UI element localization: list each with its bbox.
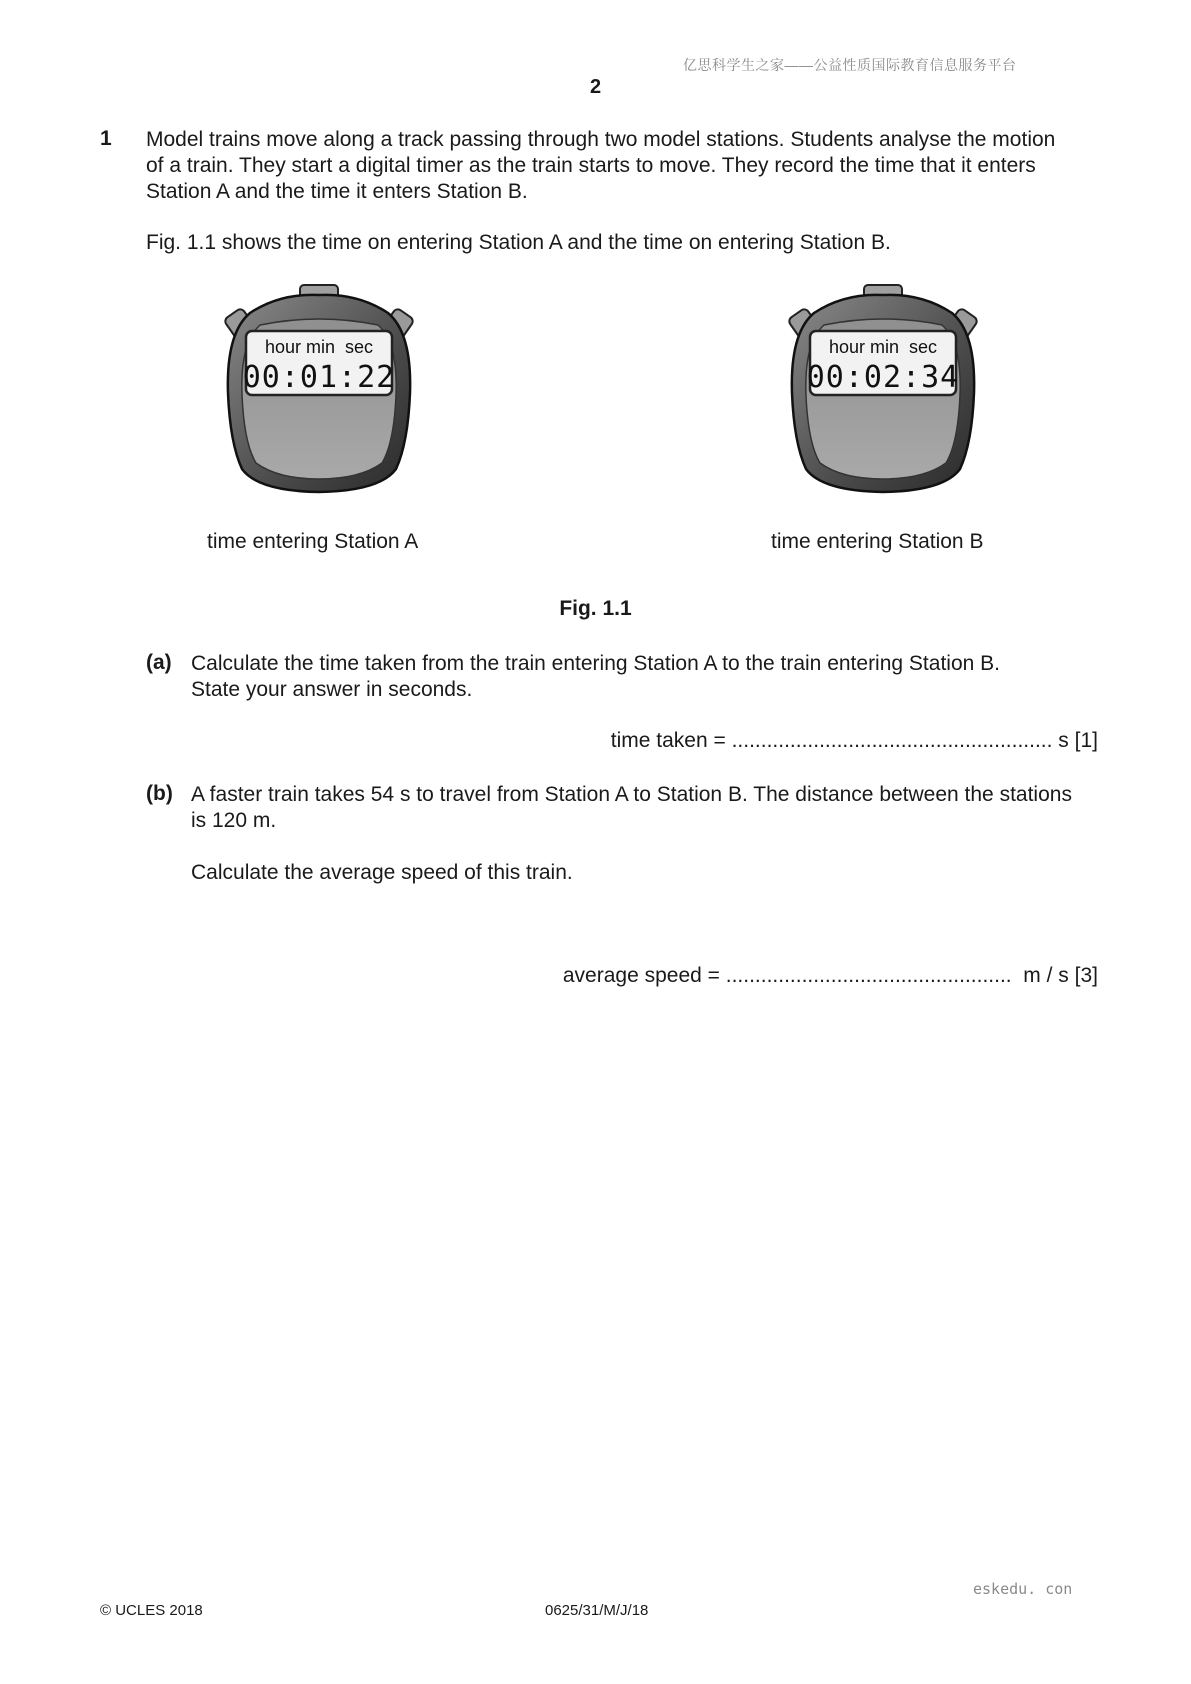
footer-code: 0625/31/M/J/18 xyxy=(545,1602,649,1619)
stopwatch-b xyxy=(784,283,982,495)
caption-station-b: time entering Station B xyxy=(771,530,984,553)
part-b-label: (b) xyxy=(146,782,173,805)
part-b-text xyxy=(191,782,1098,834)
lcd-time: 00:01:22 xyxy=(242,360,396,395)
lcd-header: hour min sec xyxy=(828,337,938,357)
stopwatch-a xyxy=(220,283,418,495)
question-number: 1 xyxy=(100,127,112,150)
part-a-text xyxy=(191,651,1098,703)
watermark-bottom: eskedu. con xyxy=(973,1580,1073,1598)
part-a-line: Calculate the time taken from the train entering Station A to the train entering Station B. xyxy=(191,652,1000,675)
question-intro xyxy=(146,127,1098,205)
answer-line[interactable]: ....................................................... xyxy=(731,729,1053,752)
lcd-header: hour min sec xyxy=(264,337,374,357)
caption-station-a: time entering Station A xyxy=(207,530,419,553)
part-a-line: State your answer in seconds. xyxy=(191,678,473,701)
answer-time-taken[interactable] xyxy=(611,729,1098,753)
lcd-time: 00:02:34 xyxy=(806,360,960,395)
answer-unit: s [1] xyxy=(1052,729,1098,752)
footer-copyright: © UCLES 2018 xyxy=(100,1602,203,1619)
answer-line[interactable]: ................................................. xyxy=(725,964,1012,987)
answer-unit: m / s [3] xyxy=(1011,964,1098,987)
intro-line: of a train. They start a digital timer as the train starts to move. They record the time that it enters xyxy=(146,154,1036,177)
intro-line: Model trains move along a track passing through two model stations. Students analyse the motion xyxy=(146,128,1056,151)
intro-line: Station A and the time it enters Station B. xyxy=(146,180,528,203)
figure-title: Fig. 1.1 xyxy=(559,597,632,620)
answer-label: average speed = xyxy=(562,964,726,987)
page-number: 2 xyxy=(589,76,602,98)
part-a-label: (a) xyxy=(146,651,172,674)
part-b-instruction: Calculate the average speed of this train. xyxy=(191,861,573,884)
watermark-top: 亿思科学生之家——公益性质国际教育信息服务平台 xyxy=(683,57,1017,73)
answer-label: time taken = xyxy=(610,729,732,752)
answer-average-speed[interactable] xyxy=(563,964,1098,988)
fig-intro: Fig. 1.1 shows the time on entering Station A and the time on entering Station B. xyxy=(146,231,891,254)
part-b-line: is 120 m. xyxy=(191,809,277,832)
part-b-line: A faster train takes 54 s to travel from Station A to Station B. The distance between the stations xyxy=(191,783,1072,806)
